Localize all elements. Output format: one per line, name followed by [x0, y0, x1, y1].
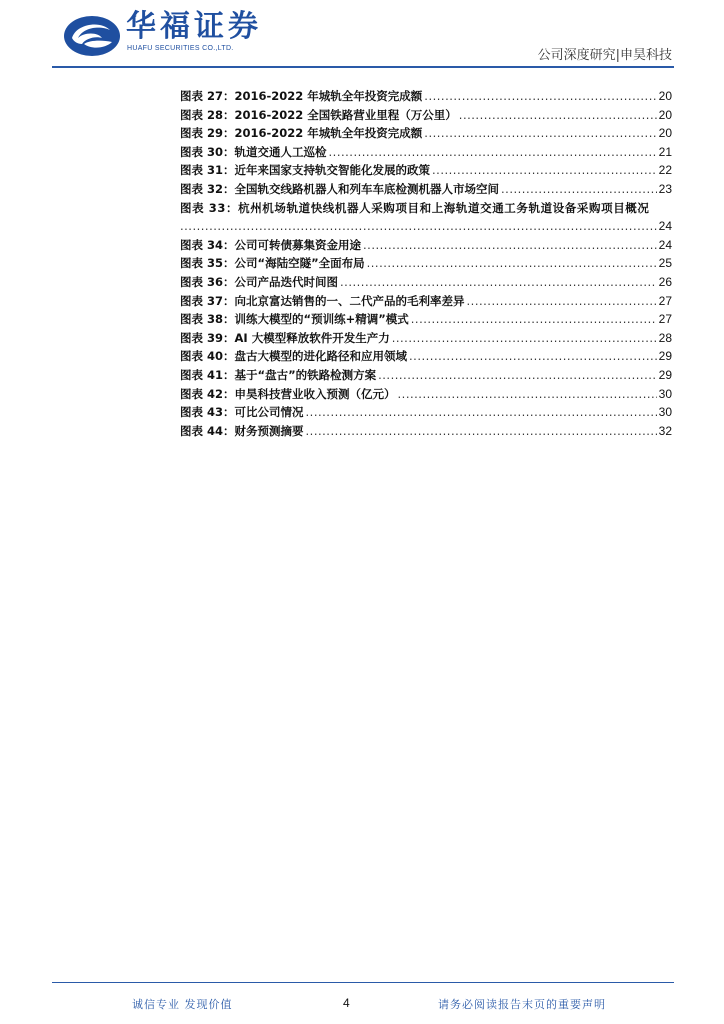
- page-number: 4: [343, 996, 350, 1010]
- toc-entry-label: 图表 30：轨道交通人工巡检: [180, 144, 327, 159]
- toc-leader: [392, 329, 657, 348]
- toc-entry-label: 图表 28：2016-2022 全国铁路营业里程（万公里）: [180, 107, 457, 122]
- toc-entry-label: 图表 42：申昊科技营业收入预测（亿元）: [180, 386, 396, 401]
- toc-leader: [378, 366, 657, 385]
- toc-entry[interactable]: [180, 292, 672, 311]
- toc-entry-page: 28: [658, 330, 672, 345]
- toc-entry[interactable]: [180, 385, 672, 404]
- toc-entry[interactable]: [180, 366, 672, 385]
- toc-entry-label: 图表 31：近年来国家支持轨交智能化发展的政策: [180, 163, 431, 178]
- toc-entry-page: 23: [658, 181, 672, 196]
- figure-list: [180, 87, 672, 440]
- toc-entry-page: 20: [658, 126, 672, 141]
- toc-entry[interactable]: [180, 124, 672, 143]
- toc-leader: [329, 143, 657, 162]
- toc-entry-page: 29: [658, 349, 672, 364]
- report-label: 公司深度研究|申昊科技: [537, 48, 672, 63]
- toc-entry-label: 图表 32：全国轨交线路机器人和列车车底检测机器人市场空间: [180, 181, 500, 196]
- toc-entry[interactable]: [180, 199, 672, 218]
- toc-entry-page: 26: [658, 274, 672, 289]
- toc-entry[interactable]: [180, 273, 672, 292]
- toc-leader: [398, 385, 657, 404]
- toc-entry[interactable]: [180, 403, 672, 422]
- toc-leader: [411, 310, 657, 329]
- toc-entry[interactable]: [180, 161, 672, 180]
- huafu-logo-icon: [62, 14, 122, 58]
- toc-entry-page: 30: [658, 405, 672, 420]
- toc-entry-label: 图表 39：AI 大模型释放软件开发生产力: [180, 330, 390, 345]
- brand-name-cn: 华福证券: [126, 9, 262, 44]
- toc-entry-label: 图表 33：杭州机场轨道快线机器人采购项目和上海轨道交通工务轨道设备采购项目概况: [180, 200, 650, 215]
- toc-entry-label: 图表 29：2016-2022 年城轨全年投资完成额: [180, 126, 423, 141]
- toc-leader: [363, 236, 657, 255]
- header-divider: [52, 66, 674, 68]
- toc-leader: [459, 106, 657, 125]
- toc-leader: [367, 254, 657, 273]
- toc-entry-label: 图表 38：训练大模型的“预训练+精调”模式: [180, 312, 409, 327]
- toc-leader: [432, 161, 657, 180]
- brand-name-en: HUAFU SECURITIES CO.,LTD.: [127, 45, 234, 52]
- toc-leader: [409, 347, 657, 366]
- toc-leader: [180, 217, 657, 236]
- toc-entry-label: 图表 34：公司可转债募集资金用途: [180, 237, 362, 252]
- toc-entry-label: 图表 43：可比公司情况: [180, 405, 304, 420]
- toc-entry-page: 24: [658, 237, 672, 252]
- toc-entry[interactable]: [180, 106, 672, 125]
- toc-entry[interactable]: [180, 180, 672, 199]
- toc-entry-page: 30: [658, 386, 672, 401]
- footer-disclaimer: 请务必阅读报告末页的重要声明: [438, 998, 606, 1011]
- toc-entry[interactable]: [180, 236, 672, 255]
- toc-entry-page: 25: [658, 256, 672, 271]
- toc-leader: [501, 180, 657, 199]
- toc-entry[interactable]: [180, 87, 672, 106]
- toc-entry[interactable]: [180, 422, 672, 441]
- toc-entry-page: 20: [658, 107, 672, 122]
- toc-entry-label: 图表 35：公司“海陆空隧”全面布局: [180, 256, 365, 271]
- toc-entry-page: 20: [658, 89, 672, 103]
- footer-slogan: 诚信专业 发现价值: [132, 998, 233, 1011]
- toc-leader: [306, 422, 657, 441]
- toc-entry-page: 29: [658, 367, 672, 382]
- toc-entry-label: 图表 41：基于“盘古”的铁路检测方案: [180, 367, 377, 382]
- toc-entry-label: 图表 40：盘古大模型的进化路径和应用领域: [180, 349, 408, 364]
- toc-entry-continuation[interactable]: [180, 217, 672, 236]
- page-header: [0, 0, 724, 70]
- toc-leader: [306, 403, 657, 422]
- toc-entry-label: 图表 44：财务预测摘要: [180, 423, 304, 438]
- toc-entry-label: 图表 27：2016-2022 年城轨全年投资完成额: [180, 89, 423, 103]
- toc-entry-page: 22: [658, 163, 672, 178]
- toc-leader: [424, 124, 656, 143]
- toc-entry[interactable]: [180, 347, 672, 366]
- toc-entry-page: 27: [658, 293, 672, 308]
- toc-entry-page: 27: [658, 312, 672, 327]
- toc-entry-page: 21: [658, 144, 672, 159]
- toc-entry-label: 图表 37：向北京富达销售的一、二代产品的毛利率差异: [180, 293, 465, 308]
- toc-entry[interactable]: [180, 254, 672, 273]
- footer-divider: [52, 982, 674, 983]
- toc-leader: [340, 273, 657, 292]
- toc-entry-page: 24: [658, 219, 672, 234]
- toc-entry-label: 图表 36：公司产品迭代时间图: [180, 274, 339, 289]
- toc-leader: [467, 292, 657, 311]
- toc-entry[interactable]: [180, 143, 672, 162]
- toc-entry[interactable]: [180, 329, 672, 348]
- toc-leader: [424, 87, 656, 106]
- toc-entry-page: 32: [658, 423, 672, 438]
- toc-entry[interactable]: [180, 310, 672, 329]
